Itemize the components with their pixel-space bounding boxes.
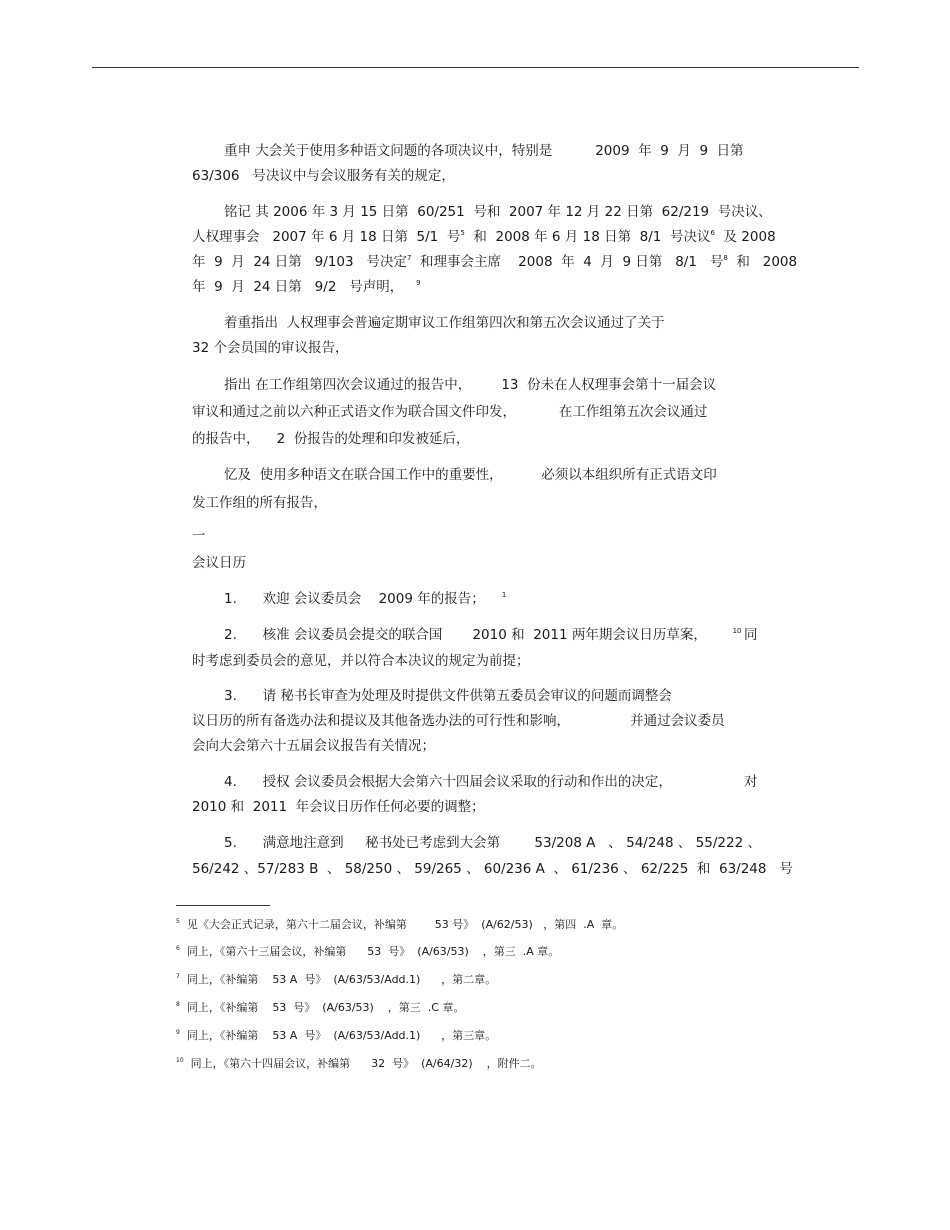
footnote-rule [176,905,270,906]
footnote-5: $^5$ 见《大会正式记录，第六十二届会议，补编第 53 号》 (A/62/53) ，第四 .A 章。 [176,918,624,931]
footnote-8: $^8$ 同上，《补编第 53 号》 (A/63/53) ，第三 .C 章。 [176,1001,465,1014]
footnote-9: $^9$ 同上，《补编第 53 A 号》 (A/63/53/Add.1) ，第三章。 [176,1029,497,1042]
item-1-line-1: 1. 欢迎 会议委员会 2009 年的报告； $^1$ [224,591,507,607]
paragraph-3-line-1: 着重指出 人权理事会普遍定期审议工作组第四次和第五次会议通过了关于 [224,315,665,331]
footnote-ref-8[interactable]: 8 [723,254,728,262]
footnote-ref-9[interactable]: 9 [416,279,421,287]
item-3-line-3: 会向大会第六十五届会议报告有关情况； [192,738,435,754]
paragraph-1-line-1: 重申 大会关于使用多种语文问题的各项决议中，特别是 2009 年 9 月 9 日第 [224,143,744,159]
item-3-line-1: 3. 请 秘书长审查为处理及时提供文件供第五委员会审议的问题而调整会 [224,688,672,704]
item-2-line-1-tail: 同 [744,627,758,643]
footnote-ref-1[interactable]: 1 [501,591,507,599]
item-2-line-1: 2. 核准 会议委员会提交的联合国 2010 和 2011 两年期会议日历草案， $^{10}$ [224,627,742,643]
footnote-ref-5[interactable]: 5 [460,229,465,237]
section-title: 会议日历 [192,555,246,571]
section-number: 一 [192,528,206,544]
item-5-line-2: 56/242 、57/283 B 、 58/250 、 59/265 、 60/236 A 、 61/236 、 62/225 和 63/248 号 [192,861,793,877]
footnote-10: $^{10}$ 同上，《第六十四届会议，补编第 32 号》 (A/64/32) ，附件二。 [176,1057,542,1070]
paragraph-4-line-3: 的报告中， 2 份报告的处理和印发被延后， [192,431,470,447]
paragraph-2-line-4: 年 9 月 24 日第 9/2 号声明， $^9$ [192,279,421,295]
item-4-line-2: 2010 和 2011 年会议日历作任何必要的调整； [192,799,485,815]
paragraph-5-line-1: 忆及 使用多种语文在联合国工作中的重要性， 必须以本组织所有正式语文印 [224,467,717,483]
item-3-line-2: 议日历的所有备选办法和提议及其他备选办法的可行性和影响， 并通过会议委员 [192,713,725,729]
footnote-ref-10[interactable]: 10 [732,627,742,635]
item-4-line-1: 4. 授权 会议委员会根据大会第六十四届会议采取的行动和作出的决定， [224,774,672,790]
paragraph-2-line-3: 年 9 月 24 日第 9/103 号决定$^7$ 和理事会主席 2008 年 4 月 9 日第 8/1 号$^8$ 和 2008 [192,254,798,270]
paragraph-5-line-2: 发工作组的所有报告， [192,495,327,511]
paragraph-2-line-1: 铭记 其 2006 年 3 月 15 日第 60/251 号和 2007 年 12 月 22 日第 62/219 号决议、 [224,204,772,220]
header-rule [92,67,859,68]
footnote-ref-7[interactable]: 7 [406,254,412,262]
paragraph-3-line-2: 32 个会员国的审议报告， [192,340,349,356]
paragraph-4-line-1: 指出 在工作组第四次会议通过的报告中， 13 份未在人权理事会第十一届会议 [224,377,717,393]
item-5-line-1: 5. 满意地注意到 秘书处已考虑到大会第 53/208 A 、 54/248 、 55/222 、 [224,835,761,851]
paragraph-4-line-2: 审议和通过之前以六种正式语文作为联合国文件印发， 在工作组第五次会议通过 [192,404,708,420]
footnote-6: $^6$ 同上，《第六十三届会议，补编第 53 号》 (A/63/53) ，第三 .A 章。 [176,945,560,958]
paragraph-1-line-2: 63/306 号决议中与会议服务有关的规定， [192,168,455,184]
item-4-line-1-tail: 对 [744,774,758,790]
paragraph-2-line-2: 人权理事会 2007 年 6 月 18 日第 5/1 号$^5$ 和 2008 年 6 月 18 日第 8/1 号决议$^6$ 及 2008 [192,229,776,245]
footnote-7: $^7$ 同上，《补编第 53 A 号》 (A/63/53/Add.1) ，第二章。 [176,973,497,986]
footnote-ref-6[interactable]: 6 [710,229,715,237]
item-2-line-2: 时考虑到委员会的意见，并以符合本决议的规定为前提； [192,653,530,669]
